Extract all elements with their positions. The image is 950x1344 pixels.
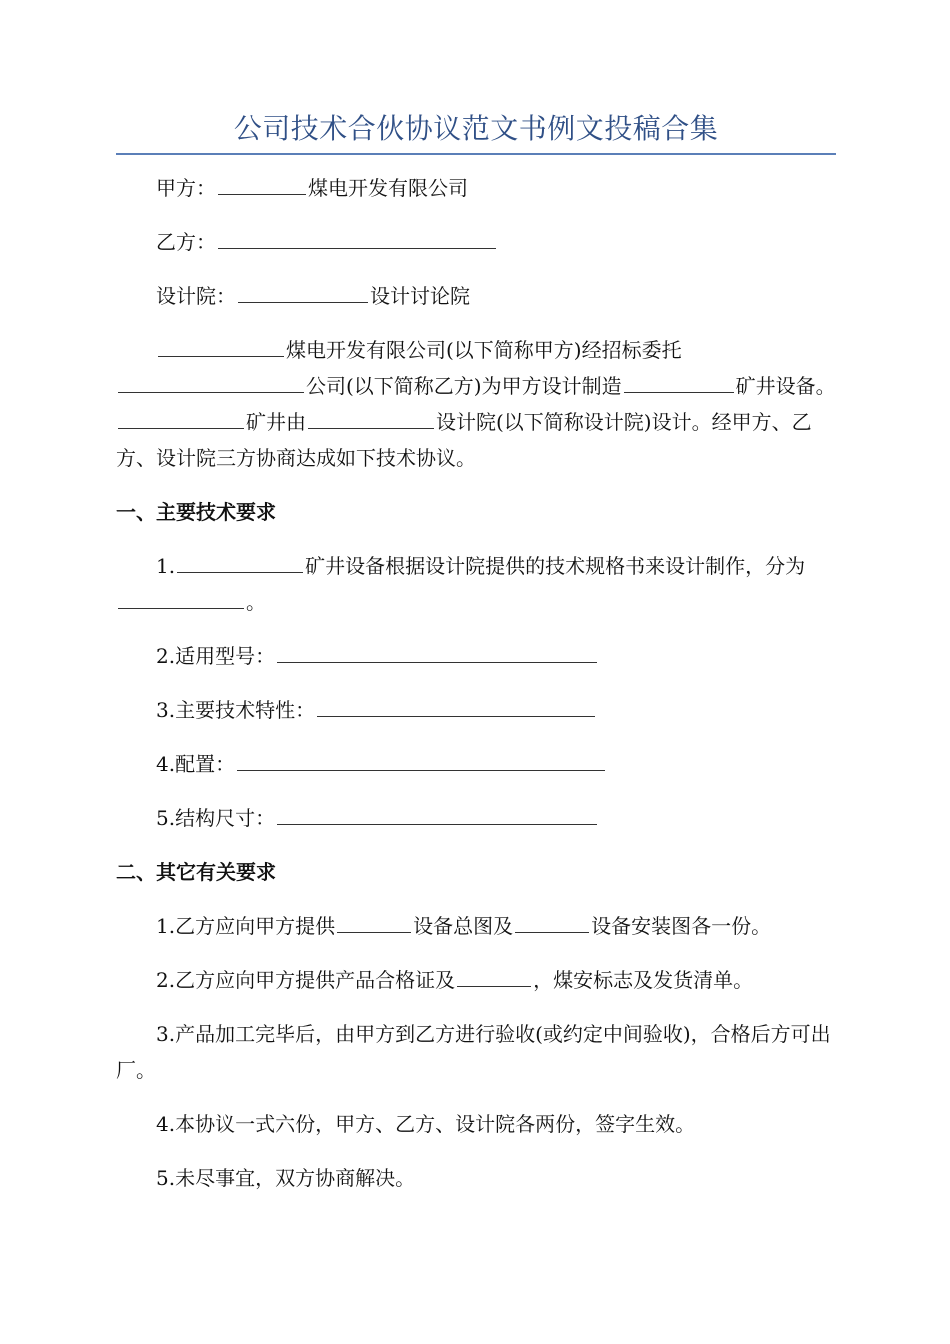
section2-item1	[116, 908, 836, 944]
party-b-line	[116, 224, 836, 260]
blank-line	[118, 406, 244, 429]
intro-part1: 煤电开发有限公司(以下简称甲方)经招标委托	[286, 338, 682, 362]
blank-line	[457, 964, 531, 987]
item2-label: 2.适用型号：	[156, 644, 276, 668]
blank-line	[317, 694, 595, 717]
blank-line	[237, 748, 605, 771]
blank-line	[218, 172, 306, 195]
blank-line	[218, 226, 496, 249]
blank-line	[277, 802, 597, 825]
section1-heading: 一、主要技术要求	[116, 500, 276, 524]
intro-part5: 设计院(以下简称设计院)设计。经甲方、乙方、设计院三方协商达成如下技术协议。	[116, 410, 812, 470]
blank-line	[277, 640, 597, 663]
intro-paragraph	[116, 332, 836, 476]
title-container	[116, 108, 836, 150]
blank-line	[624, 370, 734, 393]
s2-item2-b: ，煤安标志及发货清单。	[533, 968, 754, 992]
section2-item2	[116, 962, 836, 998]
design-label: 设计院：	[156, 284, 236, 308]
section1-item2	[116, 638, 836, 674]
party-a-value: 煤电开发有限公司	[308, 176, 468, 200]
item5-label: 5.结构尺寸：	[156, 806, 276, 830]
blank-line	[158, 334, 284, 357]
document-body	[116, 170, 836, 1214]
s2-item2-a: 2.乙方应向甲方提供产品合格证及	[156, 968, 456, 992]
item1-text-a: 矿井设备根据设计院提供的技术规格书来设计制作，分为	[305, 554, 806, 578]
intro-part2: 公司(以下简称乙方)为甲方设计制造	[306, 374, 622, 398]
party-b-label: 乙方：	[156, 230, 216, 254]
s2-item1-a: 1.乙方应向甲方提供	[156, 914, 336, 938]
blank-line	[337, 910, 411, 933]
item1-prefix: 1.	[156, 554, 176, 578]
item3-label: 3.主要技术特性：	[156, 698, 316, 722]
item4-label: 4.配置：	[156, 752, 236, 776]
document-title: 公司技术合伙协议范文书例文投稿合集	[233, 112, 719, 145]
section1-item5	[116, 800, 836, 836]
section2-item5: 5.未尽事宜，双方协商解决。	[156, 1166, 416, 1190]
section1-item3	[116, 692, 836, 728]
party-a-line	[116, 170, 836, 206]
blank-line	[515, 910, 589, 933]
section1-item4	[116, 746, 836, 782]
blank-line	[118, 586, 244, 609]
intro-part3: 矿井设备。	[735, 374, 836, 398]
s2-item1-c: 设备安装图各一份。	[591, 914, 772, 938]
blank-line	[118, 370, 304, 393]
section2-heading: 二、其它有关要求	[116, 860, 276, 884]
section2-item4: 4.本协议一式六份，甲方、乙方、设计院各两份，签字生效。	[156, 1112, 696, 1136]
title-underline	[116, 153, 836, 155]
item1-text-b: 。	[246, 590, 266, 614]
blank-line	[177, 550, 303, 573]
intro-part4: 矿井由	[246, 410, 306, 434]
blank-line	[308, 406, 434, 429]
section1-item1	[116, 548, 836, 620]
design-institute-line	[116, 278, 836, 314]
s2-item1-b: 设备总图及	[413, 914, 514, 938]
blank-line	[238, 280, 368, 303]
design-value: 设计讨论院	[370, 284, 470, 308]
party-a-label: 甲方：	[156, 176, 216, 200]
section2-item3: 3.产品加工完毕后，由甲方到乙方进行验收(或约定中间验收)，合格后方可出厂。	[116, 1022, 831, 1082]
